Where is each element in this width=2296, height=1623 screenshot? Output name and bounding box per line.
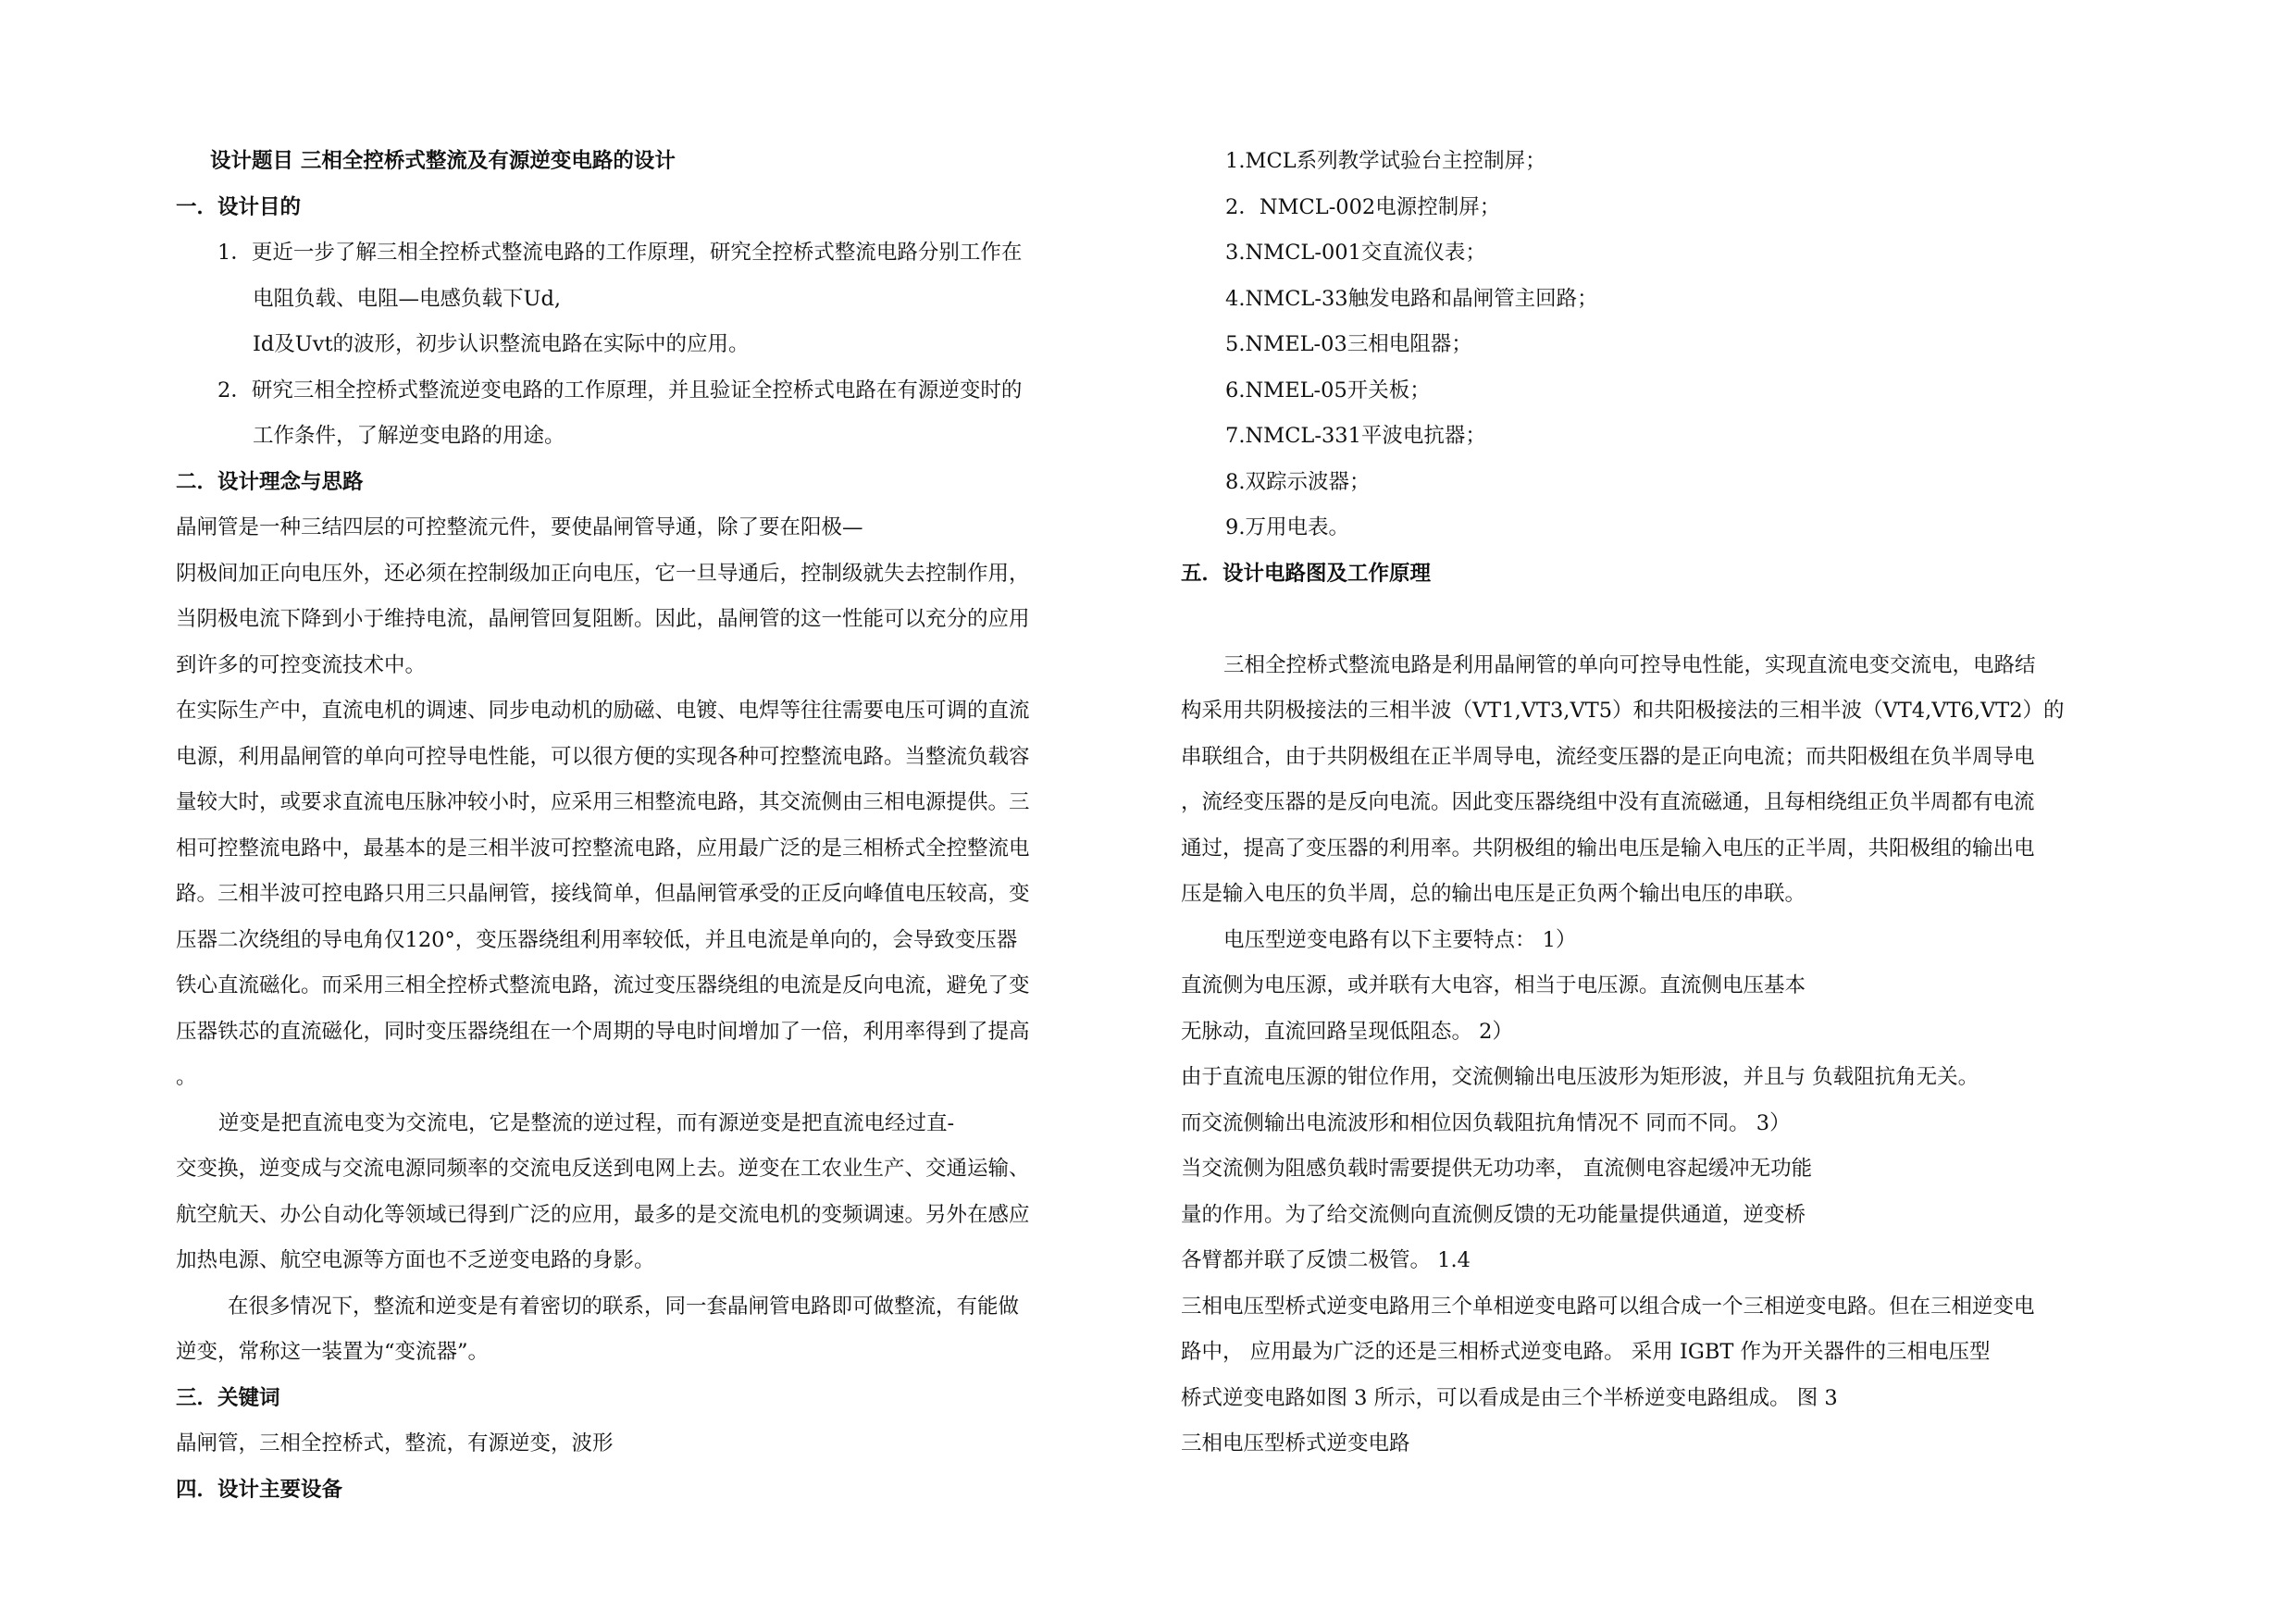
paragraph-line: 到许多的可控变流技术中。 — [176, 652, 427, 677]
equipment-item: 1.MCL系列教学试验台主控制屏； — [1225, 149, 1546, 173]
paragraph-line: 相可控整流电路中，最基本的是三相半波可控整流电路，应用最广泛的是三相桥式全控整流电 — [176, 836, 1030, 861]
purpose-item-1-line-3: Id及Uvt的波形，初步认识整流电路在实际中的应用。 — [253, 332, 750, 356]
document-title: 设计题目 三相全控桥式整流及有源逆变电路的设计 — [210, 149, 676, 173]
paragraph-line: 量较大时，或要求直流电压脉冲较小时，应采用三相整流电路，其交流侧由三相电源提供。三 — [176, 790, 1030, 814]
paragraph-line: 直流侧为电压源，或并联有大电容，相当于电压源。直流侧电压基本 — [1181, 973, 1806, 997]
paragraph-line: 路。三相半波可控电路只用三只晶闸管，接线简单，但晶闸管承受的正反向峰值电压较高，变 — [176, 882, 1030, 906]
paragraph-line: 当交流侧为阻感负载时需要提供无功功率， 直流侧电容起缓冲无功能 — [1181, 1157, 1813, 1181]
purpose-item-2-line-2: 工作条件，了解逆变电路的用途。 — [253, 424, 565, 448]
blank-line — [1181, 597, 2153, 643]
section-heading-circuit: 五．设计电路图及工作原理 — [1181, 561, 1432, 586]
paragraph-line: 三相电压型桥式逆变电路用三个单相逆变电路可以组合成一个三相逆变电路。但在三相逆变电 — [1181, 1294, 2035, 1319]
equipment-item: 5.NMEL-03三相电阻器； — [1225, 332, 1472, 356]
equipment-item: 7.NMCL-331平波电抗器； — [1225, 424, 1486, 448]
paragraph-line: 三相电压型桥式逆变电路 — [1181, 1431, 1410, 1456]
equipment-item: 2．NMCL-002电源控制屏； — [1225, 194, 1501, 219]
keywords-text: 晶闸管，三相全控桥式，整流，有源逆变，波形 — [176, 1431, 614, 1456]
paragraph-line: 由于直流电压源的钳位作用，交流侧输出电压波形为矩形波，并且与 负载阻抗角无关。 — [1181, 1065, 1980, 1089]
paragraph-line: 无脉动，直流回路呈现低阻态。 2） — [1181, 1019, 1513, 1044]
paragraph-line: 逆变是把直流电变为交流电，它是整流的逆过程，而有源逆变是把直流电经过直- — [218, 1110, 955, 1135]
paragraph-line: 串联组合，由于共阴极组在正半周导电，流经变压器的是正向电流；而共阳极组在负半周导电 — [1181, 744, 2035, 769]
paragraph-line: 压器二次绕组的导电角仅120°，变压器绕组利用率较低，并且电流是单向的，会导致变压器 — [176, 927, 1018, 952]
paragraph-line: 三相全控桥式整流电路是利用晶闸管的单向可控导电性能，实现直流电变交流电，电路结 — [1223, 652, 2036, 677]
paragraph-line: 在实际生产中，直流电机的调速、同步电动机的励磁、电镀、电焊等往往需要电压可调的直流 — [176, 699, 1030, 723]
paragraph-line: ，流经变压器的是反向电流。因此变压器绕组中没有直流磁通，且每相绕组正负半周都有电流 — [1181, 790, 2035, 814]
paragraph-line: 通过，提高了变压器的利用率。共阴极组的输出电压是输入电压的正半周，共阳极组的输出电 — [1181, 836, 2035, 861]
section-heading-purpose: 一．设计目的 — [176, 194, 302, 219]
paragraph-line: 电源，利用晶闸管的单向可控导电性能，可以很方便的实现各种可控整流电路。当整流负载容 — [176, 744, 1030, 769]
paragraph-line: 压器铁芯的直流磁化，同时变压器绕组在一个周期的导电时间增加了一倍，利用率得到了提高 — [176, 1019, 1030, 1044]
paragraph-line: 加热电源、航空电源等方面也不乏逆变电路的身影。 — [176, 1248, 655, 1272]
paragraph-line: 在很多情况下，整流和逆变是有着密切的联系，同一套晶闸管电路即可做整流，有能做 — [228, 1294, 1020, 1319]
paragraph-line: 构采用共阴极接法的三相半波（VT1,VT3,VT5）和共阳极接法的三相半波（VT4,VT6,VT2）的 — [1181, 699, 2065, 723]
paragraph-line: 电压型逆变电路有以下主要特点： 1） — [1223, 927, 1577, 952]
paragraph-line: 当阴极电流下降到小于维持电流，晶闸管回复阻断。因此，晶闸管的这一性能可以充分的应用 — [176, 607, 1030, 631]
paragraph-line: 交变换，逆变成与交流电源同频率的交流电反送到电网上去。逆变在工农业生产、交通运输、 — [176, 1157, 1030, 1181]
right-column — [1181, 139, 2153, 1468]
paragraph-line: 路中， 应用最为广泛的还是三相桥式逆变电路。 采用 IGBT 作为开关器件的三相电压型 — [1181, 1340, 1991, 1364]
left-column — [176, 139, 1148, 1513]
equipment-item: 4.NMCL-33触发电路和晶闸管主回路； — [1225, 286, 1598, 311]
purpose-item-1-line-2: 电阻负载、电阻—电感负载下Ud, — [253, 286, 562, 311]
paragraph-line: 压是输入电压的负半周，总的输出电压是正负两个输出电压的串联。 — [1181, 882, 1806, 906]
purpose-item-2-line-1: 2．研究三相全控桥式整流逆变电路的工作原理，并且验证全控桥式电路在有源逆变时的 — [217, 378, 1023, 403]
purpose-item-1-line-1: 1．更近一步了解三相全控桥式整流电路的工作原理，研究全控桥式整流电路分别工作在 — [217, 241, 1023, 265]
equipment-item: 9.万用电表。 — [1225, 515, 1349, 539]
paragraph-line: 而交流侧输出电流波形和相位因负载阻抗角情况不 同而不同。 3） — [1181, 1110, 1791, 1135]
paragraph-line: 各臂都并联了反馈二极管。 1.4 — [1181, 1248, 1471, 1272]
paragraph-line: 晶闸管是一种三结四层的可控整流元件，要使晶闸管导通，除了要在阳极— — [176, 515, 863, 539]
section-heading-concept: 二．设计理念与思路 — [176, 469, 364, 494]
paragraph-line: 航空航天、办公自动化等领域已得到广泛的应用，最多的是交流电机的变频调速。另外在感应 — [176, 1202, 1030, 1227]
section-heading-equipment: 四．设计主要设备 — [176, 1477, 343, 1502]
paragraph-line: 逆变，常称这一装置为“变流器”。 — [176, 1340, 490, 1364]
paragraph-line: 量的作用。为了给交流侧向直流侧反馈的无功能量提供通道，逆变桥 — [1181, 1202, 1806, 1227]
equipment-item: 6.NMEL-05开关板； — [1225, 378, 1431, 403]
equipment-item: 3.NMCL-001交直流仪表； — [1225, 241, 1486, 265]
equipment-item: 8.双踪示波器； — [1225, 469, 1371, 494]
section-heading-keywords: 三．关键词 — [176, 1385, 280, 1410]
paragraph-line: 桥式逆变电路如图 3 所示，可以看成是由三个半桥逆变电路组成。 图 3 — [1181, 1385, 1838, 1410]
paragraph-line: 阴极间加正向电压外，还必须在控制级加正向电压，它一旦导通后，控制级就失去控制作用， — [176, 561, 1030, 586]
paragraph-line: 铁心直流磁化。而采用三相全控桥式整流电路，流过变压器绕组的电流是反向电流，避免了变 — [176, 973, 1030, 997]
paragraph-line: 。 — [176, 1065, 197, 1089]
